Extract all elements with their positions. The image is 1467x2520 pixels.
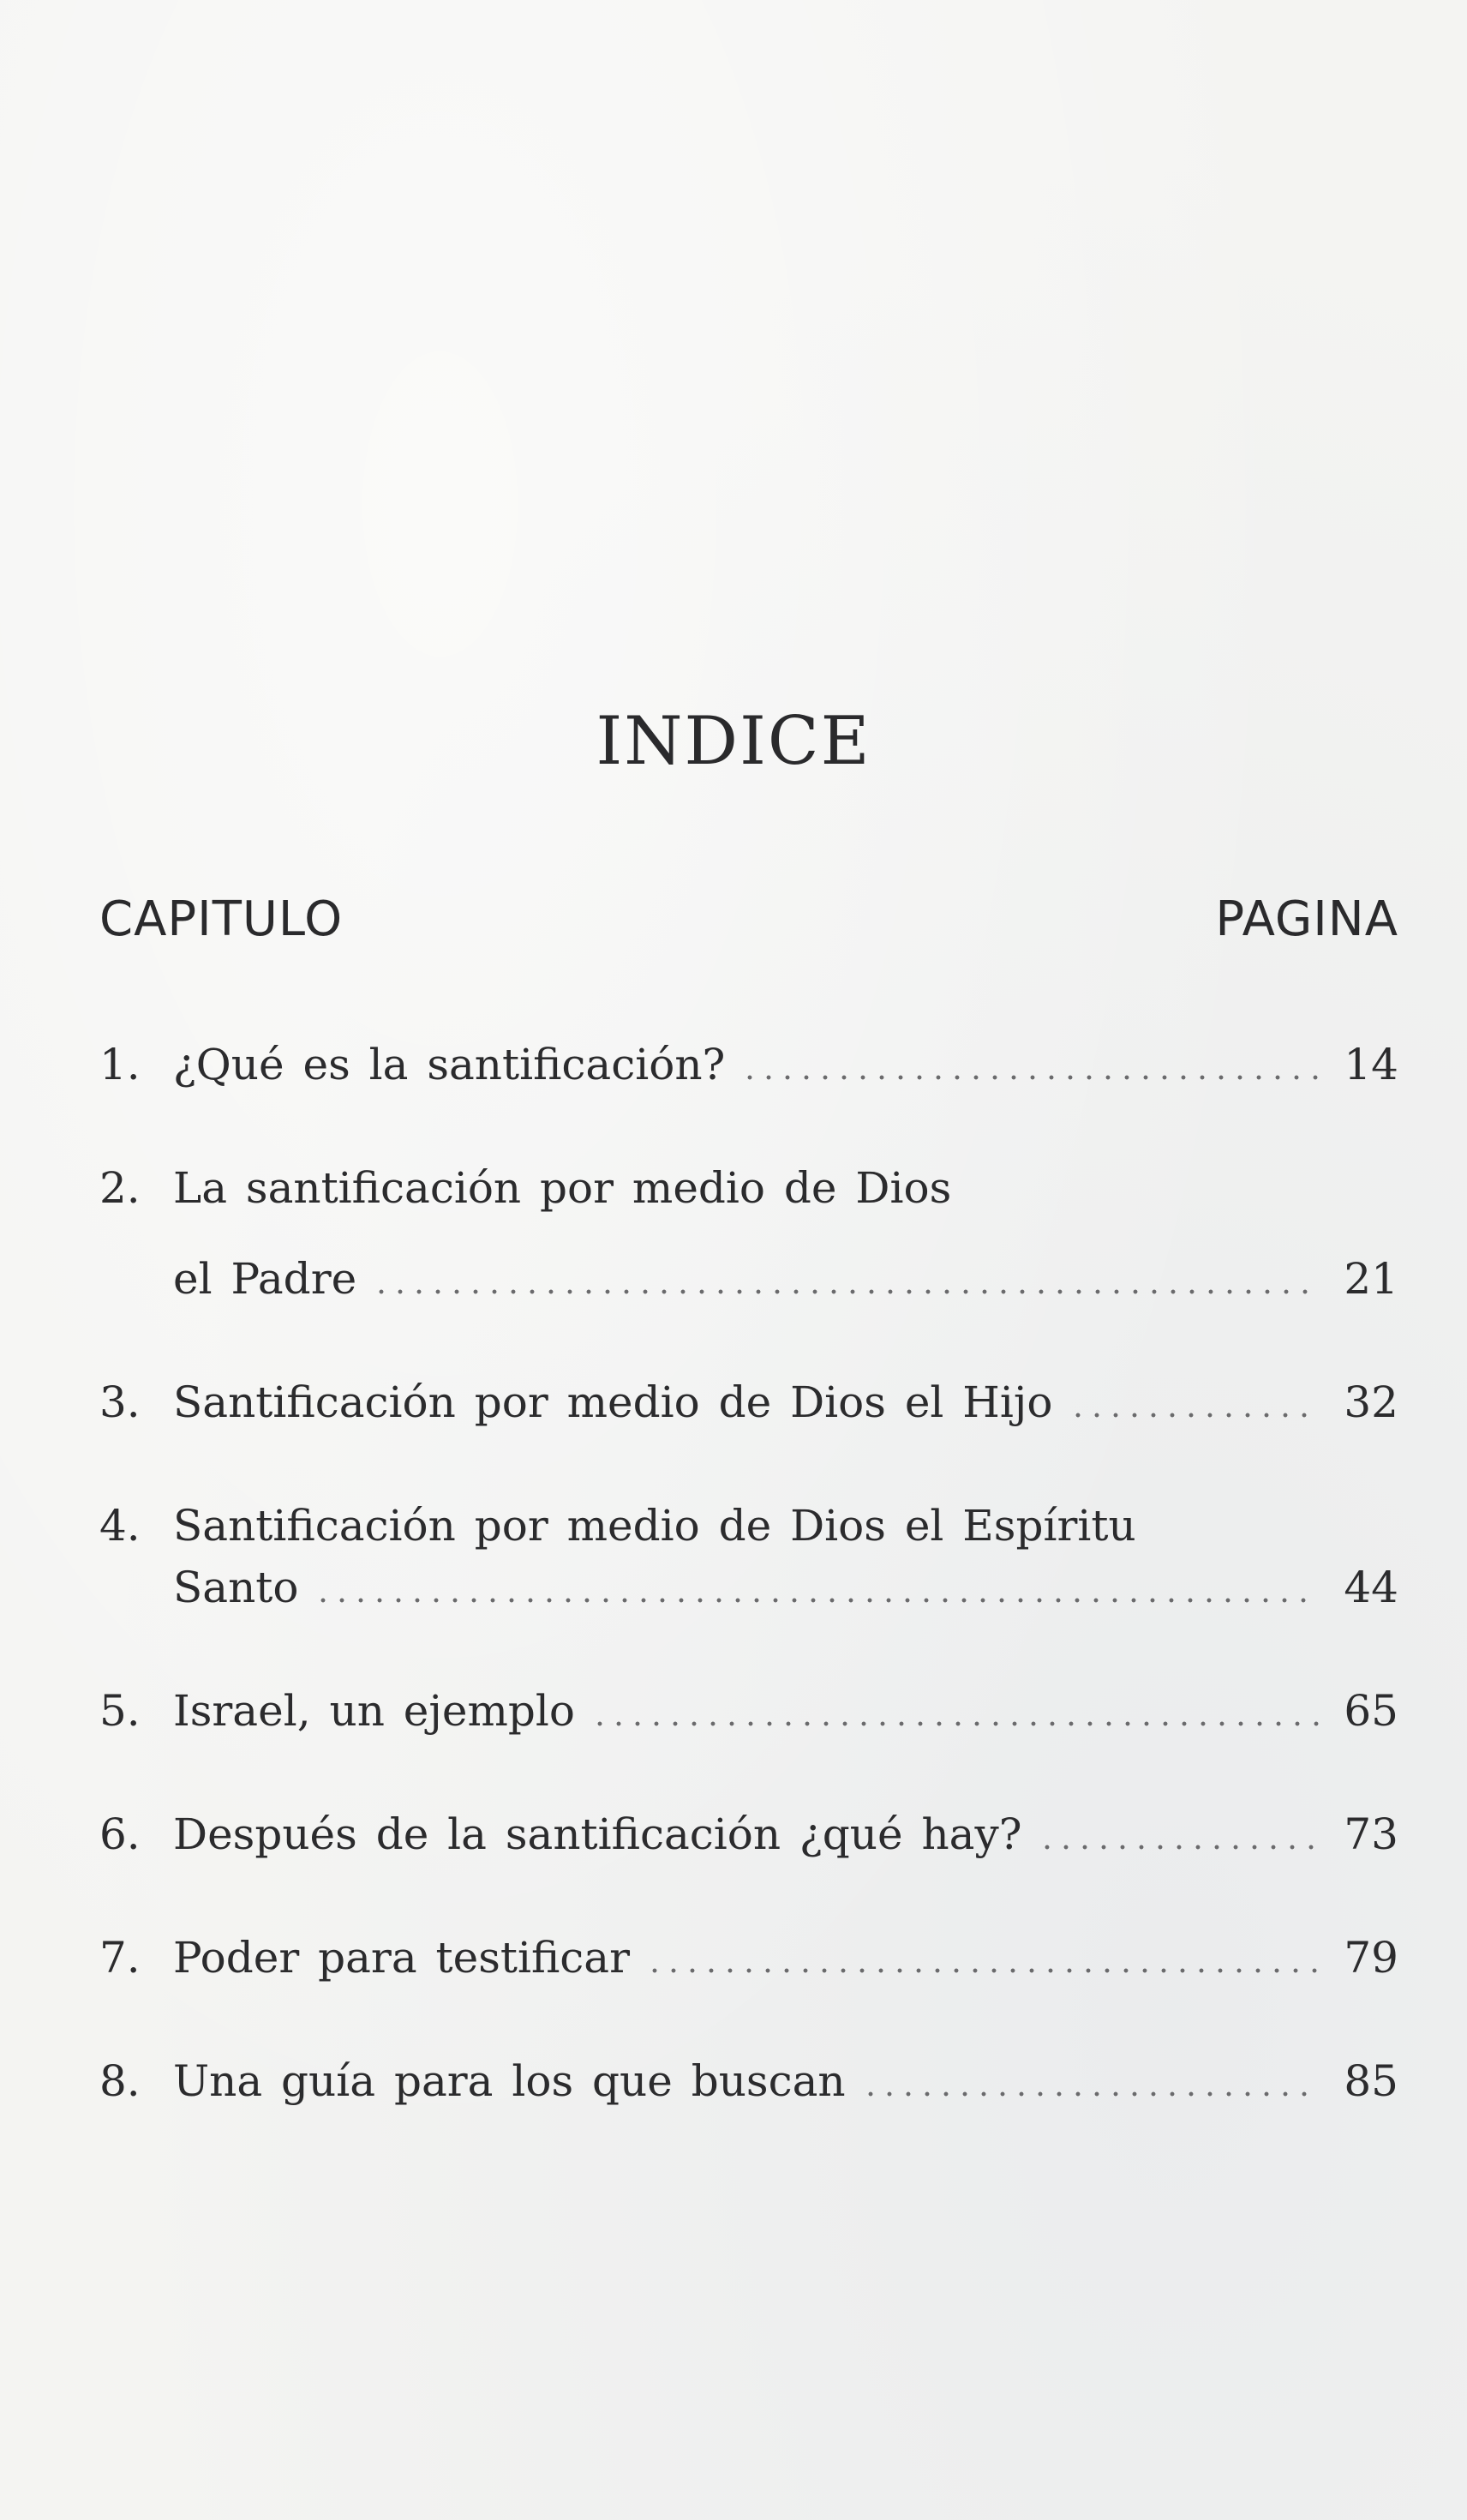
- column-headers: [99, 891, 1398, 960]
- toc-entry-8: [99, 2052, 1398, 2110]
- dot-leader: [861, 2090, 1320, 2098]
- page-title: INDICE: [596, 703, 871, 780]
- entry-title: Una guía para los que buscan: [173, 2056, 846, 2106]
- chapter-column-header: CAPITULO: [99, 891, 344, 947]
- entry-number: 6.: [99, 1809, 141, 1859]
- toc-line: [99, 1682, 1398, 1740]
- table-of-contents: [99, 1035, 1398, 2110]
- entry-page-number: 79: [1344, 1933, 1398, 1983]
- toc-line: [99, 1159, 1398, 1217]
- entry-title: Santificación por medio de Dios el Hijo: [173, 1377, 1053, 1427]
- entry-number: 8.: [99, 2056, 141, 2106]
- entry-number: 1.: [99, 1040, 141, 1089]
- dot-leader: [1069, 1411, 1320, 1419]
- toc-line: [99, 1497, 1398, 1555]
- dot-leader: [740, 1073, 1320, 1082]
- toc-entry-3: [99, 1373, 1398, 1431]
- toc-line: [99, 1035, 1398, 1094]
- entry-title: Israel, un ejemplo: [173, 1686, 575, 1736]
- page-column-header: PAGINA: [1215, 891, 1398, 947]
- entry-title: La santificación por medio de Dios: [173, 1163, 952, 1213]
- entry-title: Poder para testificar: [173, 1933, 631, 1983]
- entry-page-number: 44: [1344, 1563, 1398, 1612]
- entry-page-number: 14: [1344, 1040, 1398, 1089]
- toc-entry-2: [99, 1159, 1398, 1308]
- dot-leader: [645, 1966, 1320, 1975]
- entry-number: 5.: [99, 1686, 141, 1736]
- toc-line: [99, 1373, 1398, 1431]
- dot-leader: [590, 1719, 1320, 1728]
- toc-line: [99, 1929, 1398, 1987]
- entry-number: 4.: [99, 1501, 141, 1551]
- toc-line: [99, 2052, 1398, 2110]
- toc-line-continued: [99, 1250, 1398, 1308]
- toc-entry-1: [99, 1035, 1398, 1094]
- toc-line-continued: [99, 1558, 1398, 1617]
- toc-entry-5: [99, 1682, 1398, 1740]
- entry-page-number: 65: [1344, 1686, 1398, 1736]
- entry-number: 3.: [99, 1377, 141, 1427]
- entry-title-continued: el Padre: [173, 1254, 357, 1304]
- toc-entry-4: [99, 1497, 1398, 1617]
- entry-title: ¿Qué es la santificación?: [173, 1040, 726, 1089]
- entry-page-number: 73: [1344, 1809, 1398, 1859]
- toc-line: [99, 1805, 1398, 1863]
- toc-entry-7: [99, 1929, 1398, 1987]
- entry-title: Después de la santificación ¿qué hay?: [173, 1809, 1022, 1859]
- entry-number: 2.: [99, 1163, 141, 1213]
- entry-page-number: 85: [1344, 2056, 1398, 2106]
- toc-entry-6: [99, 1805, 1398, 1863]
- entry-page-number: 32: [1344, 1377, 1398, 1427]
- entry-title-continued: Santo: [173, 1563, 299, 1612]
- dot-leader: [314, 1596, 1320, 1605]
- dot-leader: [1038, 1843, 1320, 1851]
- entry-title: Santificación por medio de Dios el Espíritu: [173, 1501, 1136, 1551]
- dot-leader: [372, 1287, 1320, 1296]
- entry-number: 7.: [99, 1933, 141, 1983]
- entry-page-number: 21: [1344, 1254, 1398, 1304]
